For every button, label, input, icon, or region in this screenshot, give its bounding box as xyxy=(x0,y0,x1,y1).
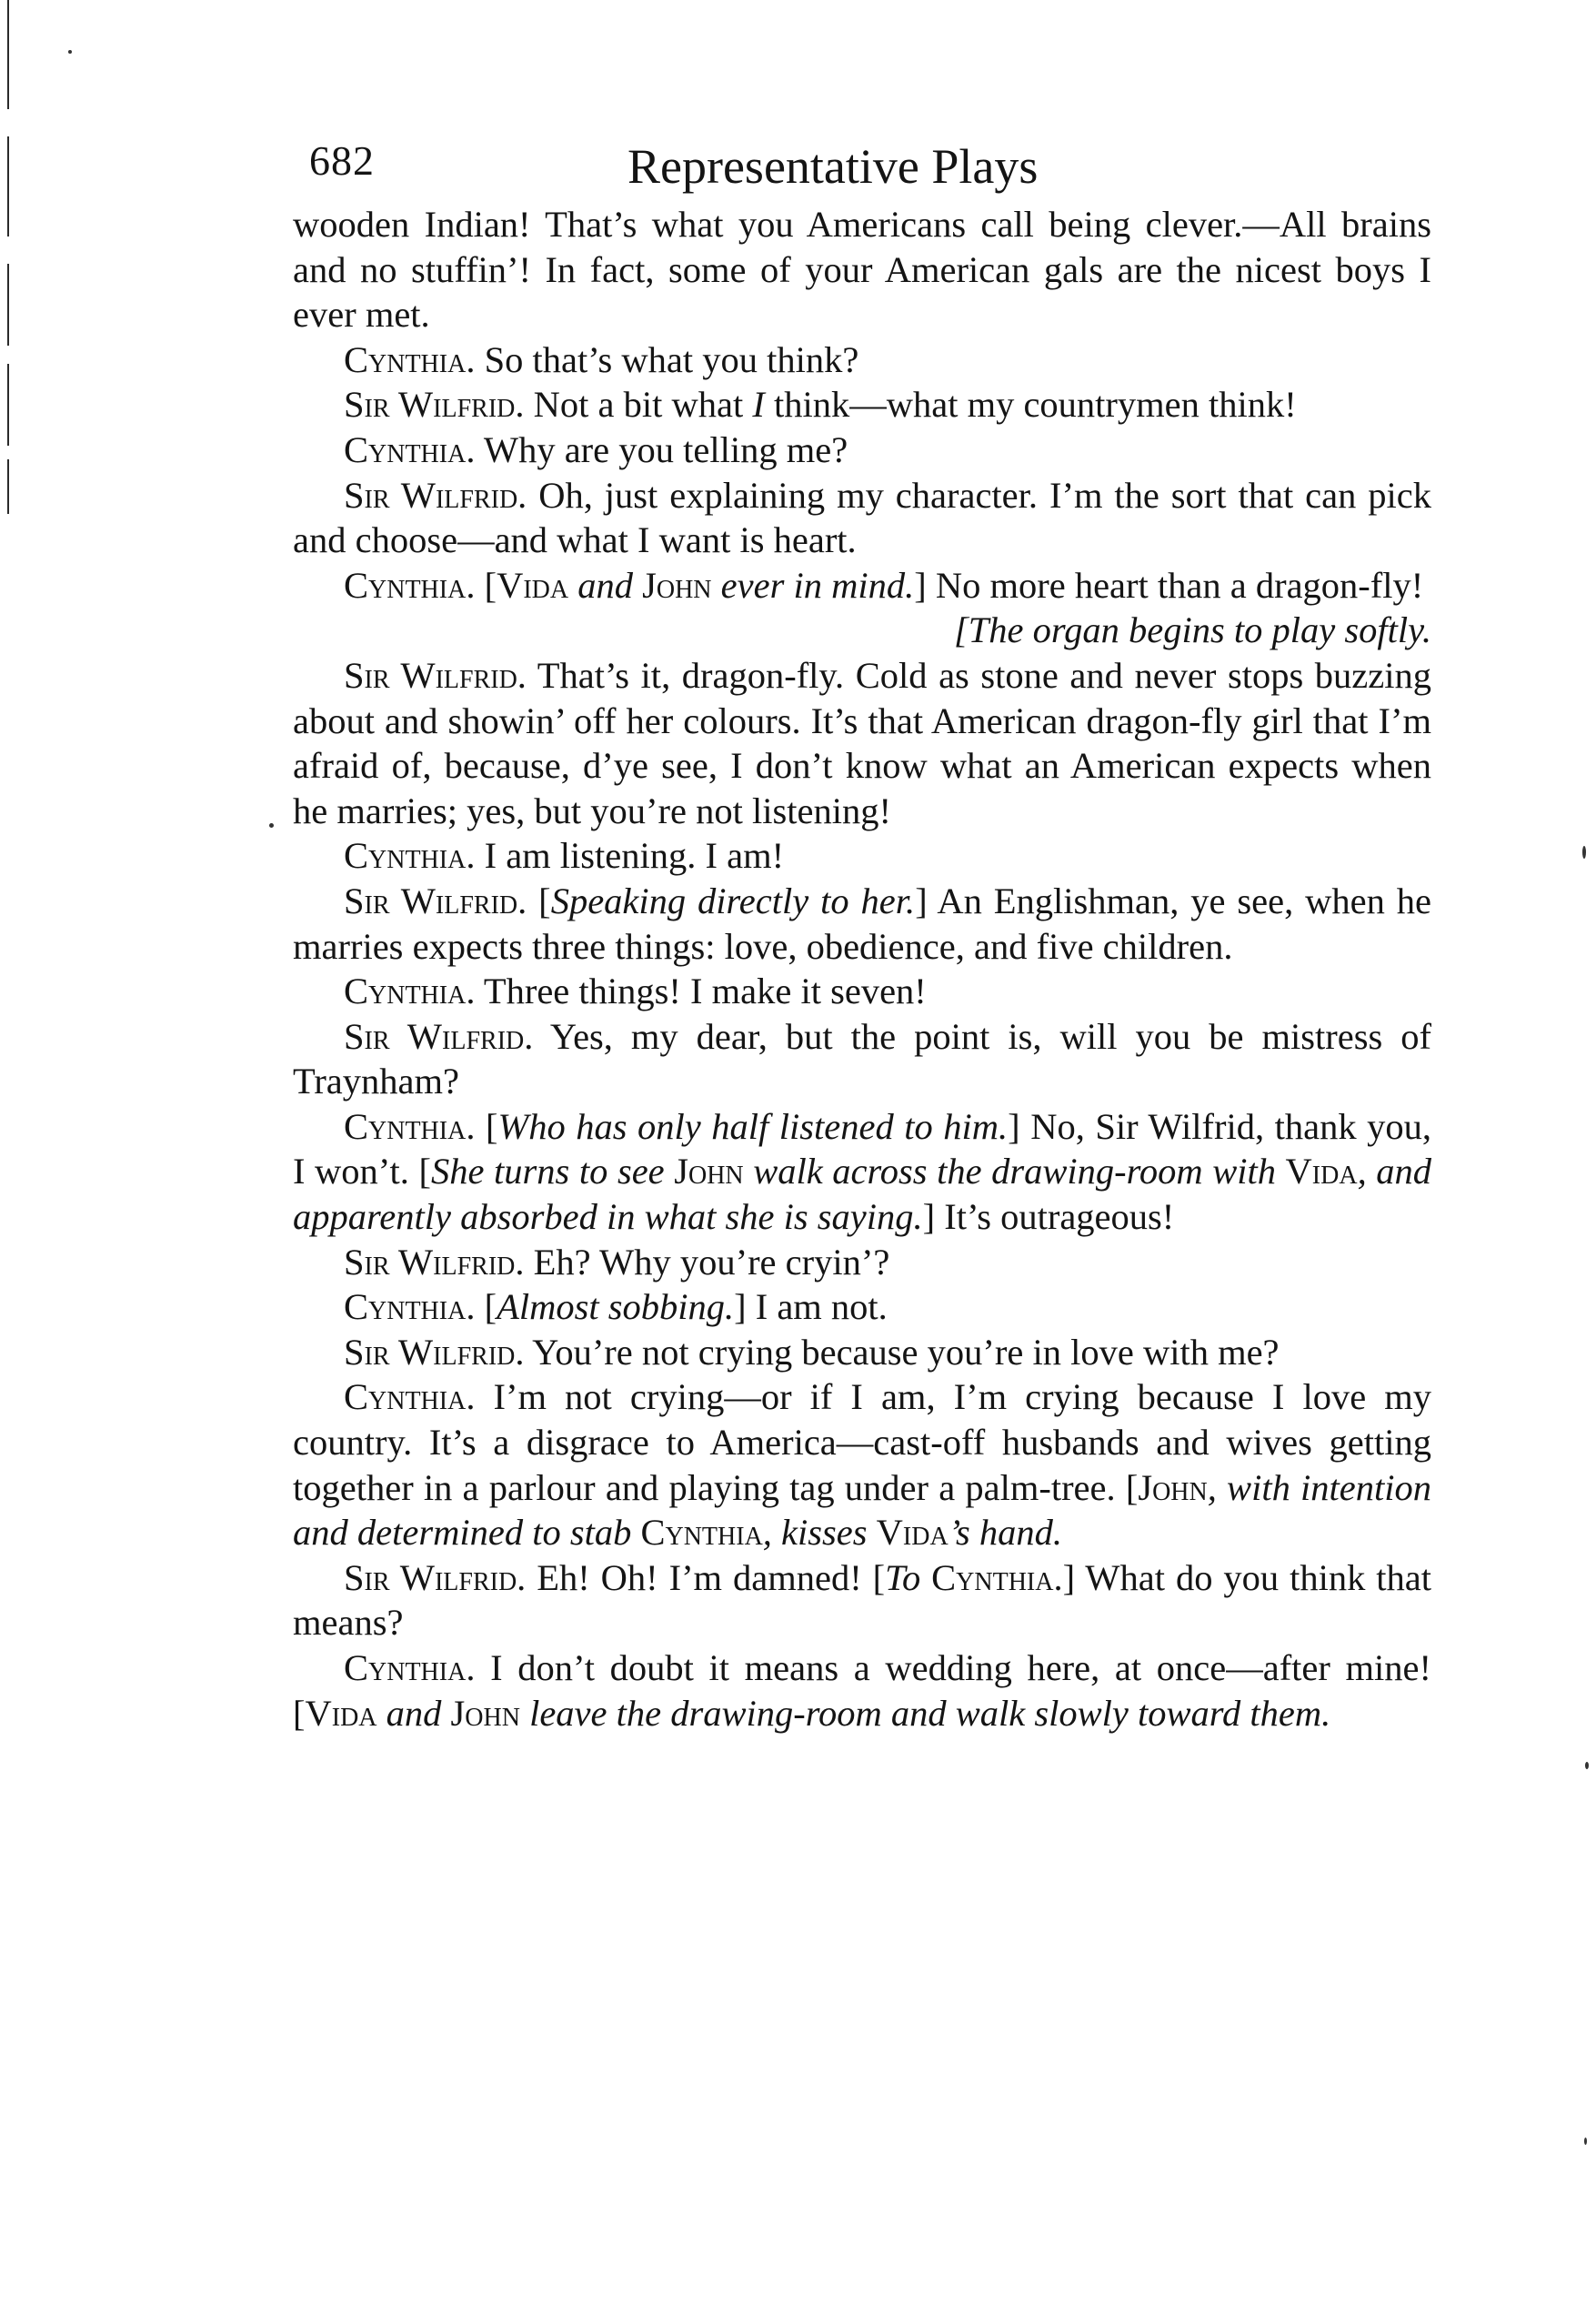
speech: No, Sir Wilfrid, thank you, I won’t. xyxy=(293,1105,1431,1192)
speech: Oh, just explaining my character. I’m the sort that can pick and choose—and what I want is heart. xyxy=(293,474,1431,561)
dialogue-paragraph: Cynthia. [Almost sobbing.] I am not. xyxy=(344,1286,888,1328)
speech: So that’s what you think? xyxy=(475,338,859,380)
dialogue-paragraph xyxy=(293,202,1431,337)
speech: I am not. xyxy=(746,1286,888,1328)
speaker-name: Cynthia. xyxy=(344,1105,476,1147)
dialogue-paragraph: Sir Wilfrid. [Speaking directly to her.] An Englishman, ye see, when he marries expects three things: love, obedience, and five children. xyxy=(293,880,1432,967)
speaker-name: Sir Wilfrid. xyxy=(344,1015,534,1057)
bracket: [ xyxy=(475,564,497,606)
speaker-name: Cynthia. xyxy=(344,971,476,1012)
speaker-name: Sir Wilfrid. xyxy=(344,1556,527,1598)
character-name: John xyxy=(450,1692,520,1734)
speech: wooden Indian! That’s what you Americans call being clever.—All brains and no stuffin’! In fact, some of your American gals are the nicest boys I ever met. xyxy=(293,204,1431,336)
speech: What do you think that means? xyxy=(293,1556,1431,1644)
dialogue-paragraph xyxy=(293,337,1431,383)
emphasis: I xyxy=(752,384,765,426)
dialogue-paragraph xyxy=(293,969,1431,1014)
speaker-name: Sir Wilfrid. xyxy=(344,880,527,921)
speaker-name: Sir Wilfrid. xyxy=(344,1331,525,1373)
scan-speck xyxy=(68,50,72,54)
speech: Eh! Oh! I’m damned! xyxy=(526,1556,873,1598)
character-name: John xyxy=(642,564,712,606)
dialogue-paragraph xyxy=(293,428,1431,473)
speech: No more heart than a dragon-fly! xyxy=(926,564,1424,606)
character-name: Vida xyxy=(876,1512,949,1554)
speaker-name: Cynthia. xyxy=(344,835,476,877)
speaker-name: Cynthia. xyxy=(344,428,476,470)
page-number: 682 xyxy=(309,137,375,184)
speaker-name: Cynthia. xyxy=(344,1647,476,1688)
stage-direction: , with intention and determined to stab xyxy=(293,1466,1431,1554)
speech: Yes, my dear, but the point is, will you be mistress of Traynham? xyxy=(293,1015,1431,1102)
speech: Why are you telling me? xyxy=(475,428,848,470)
stage-direction: She turns to see xyxy=(431,1151,675,1192)
stage-direction: , and apparently absorbed in what she is saying. xyxy=(293,1151,1431,1238)
stage-direction: [The organ begins to play softly. xyxy=(954,609,1431,651)
scan-speck xyxy=(1584,2138,1587,2145)
speech: That’s it, dragon-fly. Cold as stone and never stops buzzing about and showin’ off her colours. It’s that American dragon-fly girl that I’m afraid of, because, d’ye see, I don’t know what an American expects when he marries; yes, but you’re not listening! xyxy=(293,654,1431,831)
dialogue-paragraph: Cynthia. [Who has only half listened to him.] No, Sir Wilfrid, thank you, I won’t. [She turns to see John walk across the drawing-room with Vida, and apparently absorbed in what she is saying.] It’s outrageous! xyxy=(293,1105,1431,1238)
stage-direction: Speaking directly to her. xyxy=(550,880,916,921)
dialogue-paragraph xyxy=(293,382,1431,428)
dialogue-paragraph xyxy=(293,653,1431,833)
dialogue-paragraph: Cynthia. I’m not crying—or if I am, I’m crying because I love my country. It’s a disgrace to America—cast-off husbands and wives getting together in a parlour and playing tag under a palm-tree. [John, with intention and determined to stab Cynthia, kisses Vida’s hand. xyxy=(293,1376,1431,1554)
stage-direction: ever in mind. xyxy=(711,564,915,606)
speech: Three things! I make it seven! xyxy=(475,971,927,1012)
speech: I’m not crying—or if I am, I’m crying because I love my country. It’s a disgrace to America—cast-off husbands and wives getting together in a parlour and playing tag under a palm-tree. xyxy=(293,1376,1431,1508)
speech: An Englishman, ye see, when he marries expects three things: love, obedience, and five children. xyxy=(293,880,1432,967)
page-header xyxy=(309,136,1437,200)
dialogue-paragraph: Cynthia. I don’t doubt it means a wedding here, at once—after mine! [Vida and John leave the drawing-room and walk slowly toward them. xyxy=(293,1647,1431,1734)
dialogue-paragraph xyxy=(293,563,1431,651)
stage-direction: Who has only half listened to him. xyxy=(497,1105,1009,1147)
scan-edge-line xyxy=(7,364,9,446)
scan-edge-line xyxy=(7,0,9,109)
character-name: Cynthia xyxy=(931,1556,1054,1598)
character-name: John xyxy=(674,1151,744,1192)
speech: It’s outrageous! xyxy=(935,1196,1175,1238)
stage-direction: , kisses xyxy=(762,1512,877,1554)
stage-direction: leave the drawing-room and walk slowly toward them. xyxy=(519,1692,1331,1734)
stage-direction: ’s hand. xyxy=(948,1512,1062,1554)
dialogue-paragraph: Sir Wilfrid. Eh! Oh! I’m damned! [To Cynthia.] What do you think that means? xyxy=(293,1556,1431,1644)
character-name: John xyxy=(1138,1466,1208,1508)
scan-speck xyxy=(1582,846,1586,859)
speaker-name: Sir Wilfrid. xyxy=(344,384,525,426)
stage-direction: Almost sobbing. xyxy=(497,1286,735,1328)
stage-direction: walk across the drawing-room with xyxy=(743,1151,1286,1192)
speaker-name: Sir Wilfrid. xyxy=(344,654,527,696)
speech: Eh? Why you’re cryin’? xyxy=(524,1241,890,1283)
stage-direction: and xyxy=(568,564,643,606)
bracket: ] xyxy=(914,564,927,606)
stage-direction: and xyxy=(376,1692,451,1734)
character-name: Vida xyxy=(305,1692,377,1734)
speaker-name: Sir Wilfrid. xyxy=(344,1241,525,1283)
scan-speck xyxy=(269,823,274,828)
character-name: Cynthia xyxy=(640,1512,763,1554)
scan-edge-line xyxy=(7,459,9,514)
running-title: Representative Plays xyxy=(627,139,1039,194)
scan-edge-line xyxy=(7,136,9,236)
play-text xyxy=(293,202,1431,1736)
scan-edge-line xyxy=(7,264,9,346)
speech: Not a bit what xyxy=(524,384,753,426)
dialogue-paragraph xyxy=(293,473,1431,563)
speech: You’re not crying because you’re in love with me? xyxy=(524,1331,1280,1373)
speech: think—what my countrymen think! xyxy=(764,384,1297,426)
dialogue-paragraph xyxy=(293,1014,1431,1104)
dialogue-paragraph xyxy=(293,1330,1431,1375)
character-name: Vida xyxy=(1285,1151,1358,1192)
character-name: Vida xyxy=(497,564,569,606)
speech: I am listening. I am! xyxy=(475,835,785,877)
speaker-name: Cynthia. xyxy=(344,564,476,606)
speaker-name: Cynthia. xyxy=(344,1286,476,1328)
dialogue-paragraph xyxy=(293,1240,1431,1285)
speaker-name: Cynthia. xyxy=(344,338,476,380)
scan-speck xyxy=(1585,1762,1589,1769)
stage-direction: To xyxy=(885,1556,932,1598)
speaker-name: Cynthia. xyxy=(344,1376,476,1418)
dialogue-paragraph xyxy=(293,833,1431,879)
speech: I don’t doubt it means a wedding here, at once—after mine! xyxy=(475,1647,1431,1688)
speaker-name: Sir Wilfrid. xyxy=(344,474,527,516)
